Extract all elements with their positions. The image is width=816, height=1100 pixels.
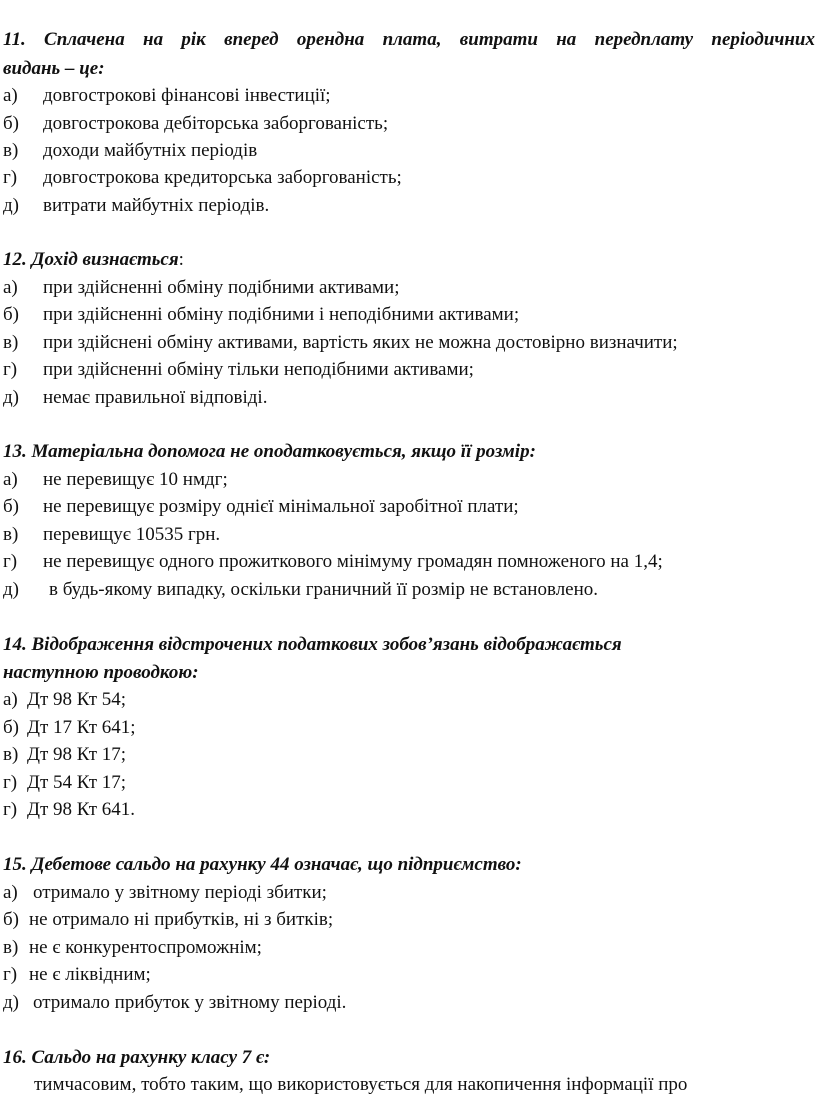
question-12-option-d — [3, 356, 815, 383]
question-14-option-d — [3, 769, 815, 796]
option-label: г) — [3, 799, 18, 820]
option-text: отримало у звітному періоді збитки; — [33, 882, 327, 903]
question-13-option-c — [3, 521, 815, 548]
option-label: в) — [3, 744, 19, 765]
option-label: г) — [3, 772, 18, 793]
question-13-title: 13. Матеріальна допомога не оподатковується, якщо її розмір: — [3, 441, 536, 462]
question-13-option-b — [3, 493, 815, 520]
option-text: Дт 54 Кт 17; — [27, 772, 127, 793]
question-11-option-b — [3, 110, 815, 137]
option-label: б) — [3, 113, 19, 134]
option-label: г) — [3, 359, 18, 380]
option-text: Дт 98 Кт 641. — [27, 799, 136, 820]
option-label: а) — [3, 469, 18, 490]
option-label: а) — [3, 882, 18, 903]
option-text: не перевищує одного прожиткового мінімуму громадян помноженого на 1,4; — [43, 551, 663, 572]
option-label: б) — [3, 304, 19, 325]
question-13-option-a — [3, 466, 815, 493]
option-text: Дт 17 Кт 641; — [27, 717, 136, 738]
option-label: г) — [3, 964, 18, 985]
question-11-title-line-1: 11. Сплачена на рік вперед орендна плата, витрати на передплату періодичних — [3, 29, 815, 50]
option-label: б) — [3, 717, 19, 738]
option-text: при здійсненні обміну подібними активами; — [43, 277, 400, 298]
option-text: в будь-якому випадку, оскільки граничний її розмір не встановлено. — [49, 579, 599, 600]
option-label: д) — [3, 992, 19, 1013]
question-11-option-a — [3, 82, 815, 109]
option-label: в) — [3, 937, 19, 958]
option-text: при здійснені обміну активами, вартість яких не можна достовірно визначити; — [43, 332, 678, 353]
option-text: витрати майбутніх періодів. — [43, 195, 270, 216]
option-text: при здійсненні обміну тільки неподібними активами; — [43, 359, 474, 380]
question-12-title-text: 12. Дохід визнається — [3, 249, 179, 270]
option-label: д) — [3, 579, 19, 600]
option-text: довгострокова дебіторська заборгованість; — [43, 113, 389, 134]
question-12-option-c — [3, 329, 815, 356]
option-text: довгострокова кредиторська заборгованість; — [43, 167, 402, 188]
option-text: не перевищує 10 нмдг; — [43, 469, 228, 490]
option-label: г) — [3, 167, 18, 188]
option-label: в) — [3, 524, 19, 545]
question-14-option-c — [3, 741, 815, 768]
option-text: при здійсненні обміну подібними і неподібними активами; — [43, 304, 520, 325]
question-12-title-suffix: : — [178, 249, 184, 270]
question-11-option-d — [3, 164, 815, 191]
option-text: довгострокові фінансові інвестиції; — [43, 85, 331, 106]
question-12-option-b — [3, 301, 815, 328]
option-label: а) — [3, 277, 18, 298]
option-text: доходи майбутніх періодів — [43, 140, 258, 161]
question-16-body-text: тимчасовим, тобто таким, що використовується для накопичення інформації про — [34, 1074, 688, 1095]
question-14-option-e — [3, 796, 815, 823]
option-label: в) — [3, 140, 19, 161]
question-13-option-d — [3, 548, 815, 575]
option-label: б) — [3, 496, 19, 517]
question-11-option-c — [3, 137, 815, 164]
question-12-option-e — [3, 384, 815, 411]
question-14-option-b — [3, 714, 815, 741]
option-text: не є конкурентоспроможнім; — [29, 937, 262, 958]
option-text: не є ліквідним; — [29, 964, 151, 985]
option-label: д) — [3, 387, 19, 408]
option-label: а) — [3, 689, 18, 710]
option-label: д) — [3, 195, 19, 216]
option-text: не перевищує розміру однієї мінімальної заробітної плати; — [43, 496, 519, 517]
question-15-option-c — [3, 934, 815, 961]
question-11-title-line-2: видань – це: — [3, 58, 105, 79]
option-label: а) — [3, 85, 18, 106]
question-14-option-a — [3, 686, 815, 713]
question-15-option-b — [3, 906, 815, 933]
question-16-title: 16. Сальдо на рахунку класу 7 є: — [3, 1047, 271, 1068]
question-13-option-e — [3, 576, 815, 603]
question-14-title-line-2: наступною проводкою: — [3, 662, 199, 683]
option-label: в) — [3, 332, 19, 353]
option-text: перевищує 10535 грн. — [43, 524, 221, 545]
option-text: отримало прибуток у звітному періоді. — [33, 992, 347, 1013]
option-label: б) — [3, 909, 19, 930]
option-text: не отримало ні прибутків, ні з битків; — [29, 909, 334, 930]
question-15-option-e — [3, 989, 815, 1016]
question-15-option-d — [3, 961, 815, 988]
question-15-option-a — [3, 879, 815, 906]
option-label: г) — [3, 551, 18, 572]
question-12-option-a — [3, 274, 815, 301]
option-text: немає правильної відповіді. — [43, 387, 268, 408]
question-12-title — [3, 246, 815, 273]
option-text: Дт 98 Кт 17; — [27, 744, 127, 765]
question-15-title: 15. Дебетове сальдо на рахунку 44 означає, що підприємство: — [3, 854, 522, 875]
option-text: Дт 98 Кт 54; — [27, 689, 127, 710]
question-11-option-e — [3, 192, 815, 219]
question-14-title-line-1: 14. Відображення відстрочених податкових зобов’язань відображається — [3, 634, 622, 655]
